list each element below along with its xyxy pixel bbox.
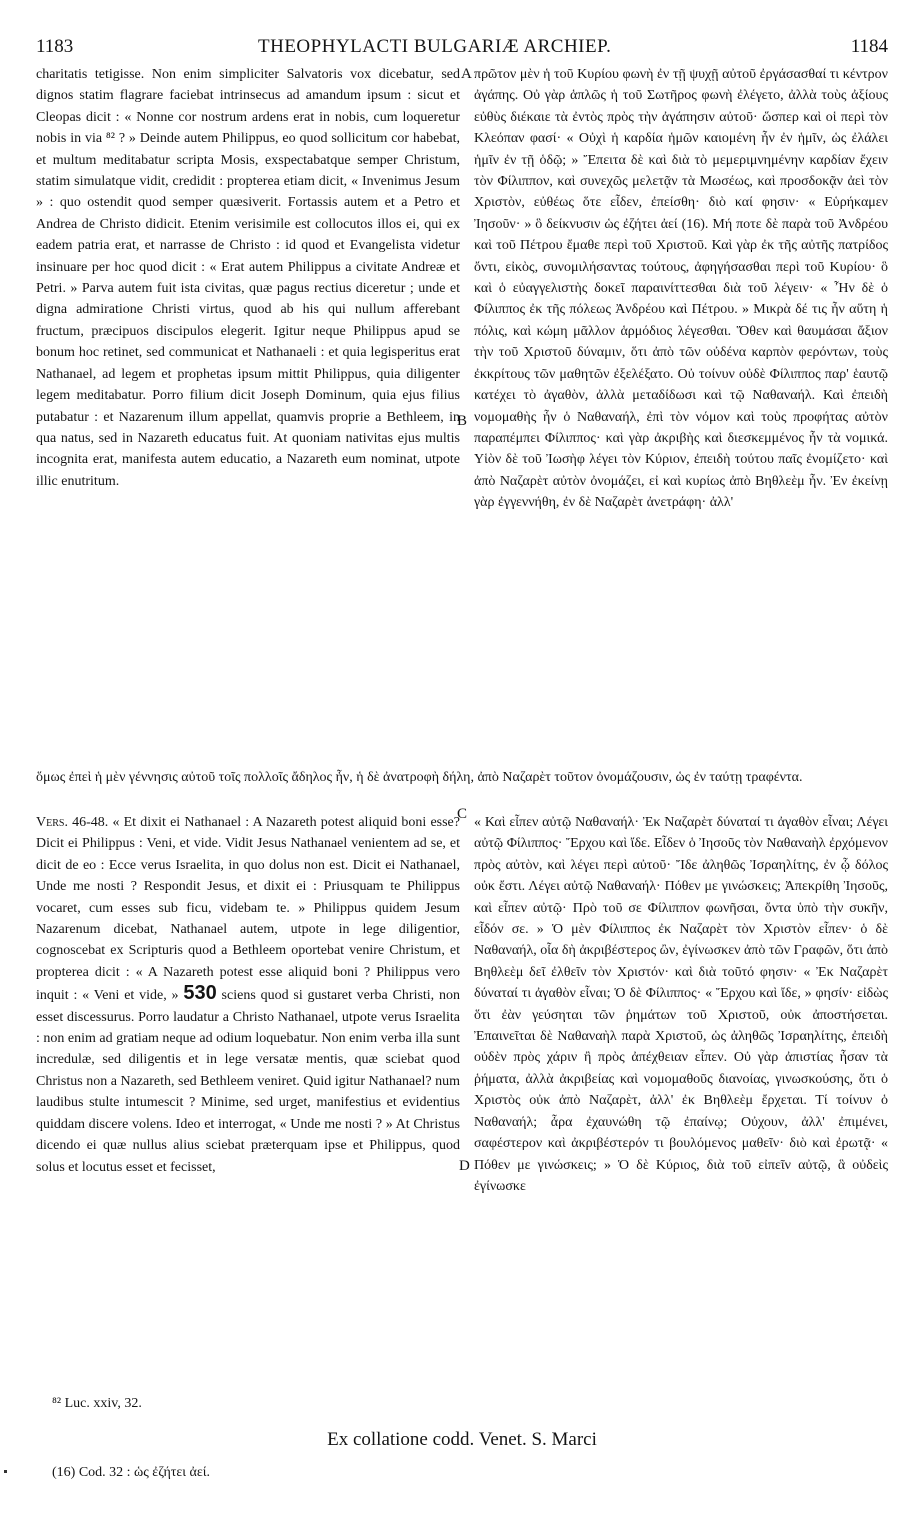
- latin-text-bottom-a: « Et dixit ei Nathanael : A Nazareth potest aliquid boni esse? Dicit ei Philippus : Veni, et vide. Vidit Jesus Nathanael venientem ad se, et dicit de eo : Ecce verus Israelita, in quo dolus non est. Dicit ei Nathanael, Unde me nosti ? Respondit Jesus, et dixit ei : Priusquam te Philippus vocaret, cum esses sub ficu, videbam te. » Philippus quidem Jesum Nazarenum dicebat, Nathanael autem, utpote in lege diligentior, cognoscebat ex Scripturis quod a Bethleem oportebat venire Christum, et propterea dicit : « A Nazareth potest esse aliquid boni ? Philippus vero inquit : « Veni et vide, »: [36, 815, 460, 1004]
- running-header: [36, 36, 888, 62]
- latin-text-bottom-b: sciens quod si gustaret verba Christi, non esset discessurus. Porro laudatur a Christo Nathanael, utpote verus Israelita : non enim ad gratiam neque ad odium loquebatur. Non enim verba illa sunt incredulæ, sed diligentis et in lege versatæ mentis, quæ sciebat quod Christus non a Nazareth, sed Bethleem veniret. Quid igitur Nathanael? num laudibus stulte intumescit ? Minime, sed urget, manifestius et evidentius quiddam discere volens. Ideo et interrogat, « Unde me nosti ? » At Christus dicendo ei quæ nullus alius sciebat præterquam ipse et Philippus, quod solus et locutus esset et fecisset,: [36, 988, 460, 1175]
- latin-column-top: [36, 64, 460, 492]
- greek-column-top: [474, 64, 888, 514]
- latin-column-bottom: [36, 812, 460, 1178]
- page-number-left: 1183: [36, 36, 74, 57]
- running-title: THEOPHYLACTI BULGARIÆ ARCHIEP.: [258, 36, 612, 57]
- collation-note: Ex collatione codd. Venet. S. Marci: [327, 1429, 597, 1450]
- greek-column-bottom: [474, 812, 888, 1197]
- page-number-right: 1184: [850, 36, 888, 57]
- margin-letter-d: D: [459, 1158, 470, 1174]
- latin-text-top: charitatis tetigisse. Non enim simpliciter Salvatoris vox dicebatur, sed dignos statim flagrare faciebat intrinsecus ad amandum ipsum : sicut et Cleopas dicit : « Nonne cor nostrum ardens erat in nobis, cum loqueretur nobis in via ⁸² ? » Deinde autem Philippus, eo quod sollicitum cor habebat, et multum meditabatur scripta Mosis, exspectabatque semper Christum, statim simulatque vidit, credidit : propterea etiam dicit, « Invenimus Jesum » : quo ostendit quod semper quæsiverit. Fortassis autem et a Petro et Andrea de Christo didicit. Etenim verisimile est collocutos illos ei, qui ex eadem patria erat, et narrasse de Christo : id quod et Evangelista videtur insinuare per hoc quod dicit : « Erat autem Philippus a civitate Andreæ et Petri. » Parva autem fuit ista civitas, quæ pagus rectius diceretur ; unde et digna admiratione Christi virtus, quod ab his qui nullum afferebant fructum, præcipuos discipulos elegerit. Igitur neque Philippus apud se bonum hoc retinet, sed communicat et Nathanaeli : et quia legisperitus erat Nathanael, ad legem et prophetas ipsum mittit Philippus, quia diligenter legem meditabatur. Porro filium dicit Joseph Dominum, quia ejus filius putabatur : et Nazarenum illum appellat, quamvis proprie a Bethleem, in qua natus, sed in Nazareth educatus fuit. At quoniam nativitas ejus multis incognita erat, manifesta autem educatio, a Nazareth eum nominat, utpote illic enutritum.: [36, 67, 460, 489]
- greek-fullwidth-line: [36, 767, 888, 788]
- scan-speck: [4, 1470, 7, 1473]
- page-column-number: 530: [183, 982, 217, 1005]
- greek-text-top: πρῶτον μὲν ἡ τοῦ Κυρίου φωνὴ ἐν τῇ ψυχῇ αὐτοῦ ἐργάσασθαί τι κέντρον ἀγάπης. Οὐ γὰρ ἁπλῶς ἡ τοῦ Σωτῆρος φωνὴ ἐλέγετο, ἀλλὰ τοὺς ἀξίους εὐθὺς διέκαιε τὰ ἐντὸς πρὸς τὴν ἀγάπησιν αὐτοῦ· ὥσπερ καὶ οἱ περὶ τὸν Κλεόπαν φασί· « Οὐχὶ ἡ καρδία ἡμῶν καιομένη ἦν ἐν ἡμῖν, ὡς ἐλάλει ἡμῖν ἐν τῇ ὁδῷ; » Ἔπειτα δὲ καὶ διὰ τὸ μεμεριμνημένην καρδίαν ἔχειν τὸν Φίλιππον, καὶ συνεχῶς μελετᾷν τὰ Μωσέως, καὶ προσδοκᾷν ἀεὶ τὸν Χριστὸν, εὐθέως ὅτε εἶδεν, ἐπείσθη· διὸ καί φησιν· « Εὑρήκαμεν Ἰησοῦν· » ὃ δείκνυσιν ὡς ἐζήτει ἀεί (16). Μή ποτε δὲ παρὰ τοῦ Ἀνδρέου καὶ τοῦ Πέτρου ἔμαθε περὶ τοῦ Χριστοῦ. Καὶ γὰρ ἐκ τῆς αὐτῆς πατρίδος ὄντι, εἰκὸς, συνομιλήσαντας τούτους, ἀφηγήσασθαι περὶ τοῦ Κυρίου· ὃ καὶ ὁ εὐαγγελιστὴς δοκεῖ παραινίττεσθαι διὰ τοῦ λέγειν· « Ἦν δὲ ὁ Φίλιππος ἐκ τῆς πόλεως Ἀνδρέου καὶ Πέτρου. » Μικρὰ δέ τις ἦν αὕτη ἡ πόλις, καὶ κώμη μᾶλλον ἁρμόδιος λέγεσθαι. Ὅθεν καὶ θαυμάσαι ἄξιον τὴν τοῦ Χριστοῦ δύναμιν, ὅτι ἀπὸ τῶν οὐδένα καρπὸν φερόντων, τοὺς ἐκκρίτους τῶν μαθητῶν ἐξελέξατο. Οὐ τοίνυν οὐδὲ Φίλιππος παρ' ἑαυτῷ κατέχει τὸ ἀγαθὸν, ἀλλὰ μεταδίδωσι καὶ τῷ Ναθαναήλ. Καὶ ἐπειδὴ νομομαθὴς ἦν ὁ Ναθαναήλ, ἐπὶ τὸν νόμον καὶ τοὺς προφήτας αὐτὸν παραπέμπει Φίλιππος· καὶ γὰρ ἀκριβὴς καὶ διεσκεμμένος ἦν τὰ νομικά. Υἱὸν δὲ τοῦ Ἰωσὴφ λέγει τὸν Κύριον, ἐπειδὴ τούτου παῖς ἐνομίζετο· καὶ ἀπὸ Ναζαρὲτ αὐτὸν ὀνομάζει, εἰ καὶ κυρίως ἀπὸ Βηθλεὲμ ἦν. Ἐν ἐκείνῃ γὰρ ἐγγεννήθη, ἐν δὲ Ναζαρὲτ ἀνετράφη· ἀλλ': [474, 67, 888, 511]
- margin-letter-c: C: [457, 806, 468, 822]
- greek-text-full: ὅμως ἐπεὶ ἡ μὲν γέννησις αὐτοῦ τοῖς πολλοῖς ἄδηλος ἦν, ἡ δὲ ἀνατροφὴ δήλη, ἀπὸ Ναζαρὲτ τοῦτον ὀνομάζουσιν, ὡς ἐν ταύτῃ τραφέντα.: [36, 770, 803, 785]
- footnote-greek: (16) Cod. 32 : ὡς ἐζήτει ἀεί.: [52, 1465, 211, 1480]
- verse-reference: Vers. 46-48.: [36, 815, 109, 830]
- greek-text-bottom: « Καὶ εἶπεν αὐτῷ Ναθαναήλ· Ἐκ Ναζαρὲτ δύναταί τι ἀγαθὸν εἶναι; Λέγει αὐτῷ Φίλιππος· Ἔρχου καὶ ἴδε. Εἶδεν ὁ Ἰησοῦς τὸν Ναθαναὴλ ἐρχόμενον πρὸς αὐτὸν, καὶ λέγει περὶ αὐτοῦ· Ἴδε ἀληθῶς Ἰσραηλίτης, ἐν ᾧ δόλος οὐκ ἔστι. Λέγει αὐτῷ Ναθαναήλ· Πόθεν με γινώσκεις; Ἀπεκρίθη Ἰησοῦς, καὶ εἶπεν αὐτῷ· Πρὸ τοῦ σε Φίλιππον φωνῆσαι, ὄντα ὑπὸ τὴν συκῆν, εἶδόν σε. » Ὁ μὲν Φίλιππος ἐκ Ναζαρὲτ τὸν Χριστὸν εἶπεν· ὁ δὲ Ναθαναήλ, οἷα δὴ ἀκριβέστερος ὢν, ἐγίνωσκεν ἀπὸ τῶν Γραφῶν, ὅτι ἀπὸ Βηθλεὲμ δεῖ ἐλθεῖν τὸν Χριστόν· καὶ διὰ τοῦτό φησιν· « Ἐκ Ναζαρὲτ δύναταί τι ἀγαθὸν εἶναι; Ὁ δὲ Φίλιππος· « Ἔρχου καὶ ἴδε, » φησίν· εἰδὼς ὅτι ἐὰν γεύσηται τῶν ῥημάτων τοῦ Χριστοῦ, οὐκ ἀποστήσεται. Ἐπαινεῖται δὲ Ναθαναὴλ παρὰ Χριστοῦ, ὡς ἀληθῶς Ἰσραηλίτης, ἐπειδὴ οὐδὲν πρὸς χάριν ἢ πρὸς ἀπέχθειαν εἶπεν. Οὐ γὰρ ἀπιστίας ἦσαν τὰ ῥήματα, ἀλλὰ ἀκριβείας καὶ νομομαθοῦς διανοίας, γινωσκούσης, ὅτι ὁ Χριστὸς οὐκ ἀπὸ Ναζαρὲτ, ἀλλ' ἐκ Βηθλεὲμ ἔρχεται. Τί τοίνυν ὁ Ναθαναήλ; ἆρα ἐχαυνώθη τῷ ἐπαίνῳ; Οὐχουν, ἀλλ' ἐπιμένει, σαφέστερον καὶ ἀκριβέστερόν τι βουλόμενος μαθεῖν· διὸ καὶ ἐρωτᾷ· « Πόθεν με γινώσκεις; » Ὁ δὲ Κύριος, διὰ τοῦ εἰπεῖν αὐτῷ, ἃ οὐδεὶς ἐγίνωσκε: [474, 815, 888, 1194]
- footnote-latin: ⁸² Luc. xxiv, 32.: [52, 1396, 142, 1411]
- margin-letter-b: B: [457, 413, 468, 429]
- margin-letter-a: A: [461, 66, 472, 82]
